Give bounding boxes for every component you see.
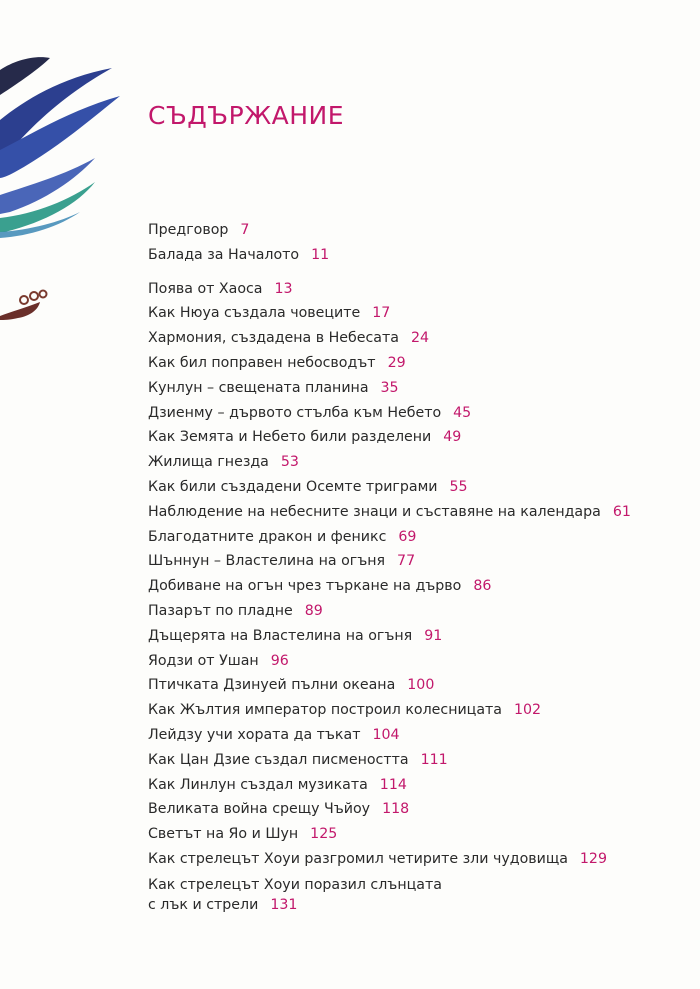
toc-entry-page: 24 (410, 330, 430, 347)
toc-entry[interactable] (148, 574, 678, 599)
toc-entry-page: 89 (304, 602, 323, 619)
toc-entry-page: 102 (514, 702, 542, 719)
toc-entry-page: 17 (372, 305, 391, 322)
toc-entry-page: 86 (473, 578, 492, 595)
toc-entry[interactable] (148, 277, 678, 302)
toc-entry[interactable] (148, 500, 678, 525)
toc-entry-title: Пазарът по пладне (148, 602, 293, 619)
toc-entry-page: 53 (280, 454, 299, 471)
toc-entry-page: 104 (372, 726, 400, 743)
toc-entry-title: Как стрелецът Хоуи разгромил четирите зли чудовища (148, 850, 568, 867)
toc-entry-title-line: с лък и стрели (148, 896, 259, 913)
toc-entry-title: Добиване на огън чрез търкане на дърво (148, 578, 462, 595)
toc-entry-page: 49 (443, 429, 462, 446)
toc-entry-title: Шъннун – Властелина на огъня (148, 553, 386, 570)
toc-entry[interactable] (148, 822, 678, 847)
toc-entry-title: Светът на Яо и Шун (148, 826, 299, 843)
toc-entry-title: Дъщерята на Властелина на огъня (148, 627, 413, 644)
toc-entry-page: 91 (424, 627, 443, 644)
toc-entry[interactable] (148, 624, 678, 649)
toc-entry-page: 29 (387, 354, 406, 371)
toc-entry-title: Кунлун – свещената планина (148, 379, 369, 396)
toc-entry[interactable] (148, 723, 678, 748)
toc-entry-title: Предговор (148, 222, 229, 238)
toc-entry[interactable] (148, 748, 678, 773)
toc-entry[interactable] (148, 797, 678, 822)
toc-entry-title-line: Как стрелецът Хоуи поразил слънцата (148, 876, 442, 893)
toc-entry-page: 7 (240, 222, 250, 238)
toc-entry-page: 96 (270, 652, 289, 669)
toc-entry-title: Как Цан Дзие създал писмеността (148, 751, 409, 768)
toc-entry-page: 129 (579, 850, 607, 867)
toc-entry-page: 13 (274, 280, 293, 297)
toc-entry[interactable] (148, 376, 678, 401)
toc-entry[interactable] (148, 351, 678, 376)
toc-entry[interactable] (148, 847, 678, 872)
toc-entry-title: Как били създадени Осемте триграми (148, 478, 438, 495)
toc-entry-title: Поява от Хаоса (148, 280, 263, 297)
toc-entry-title: Как Нюуа създала човеците (148, 305, 361, 322)
toc-entry-page: 77 (397, 553, 416, 570)
toc-entry[interactable] (148, 549, 678, 574)
toc-entry-title: Балада за Началото (148, 246, 300, 263)
toc-entry[interactable] (148, 326, 678, 351)
toc-entry-page: 45 (453, 404, 472, 421)
toc-entry[interactable] (148, 698, 678, 723)
toc-entry-page: 118 (382, 801, 410, 818)
toc-entry-title: Наблюдение на небесните знаци и съставяне на календара (148, 503, 601, 520)
toc-entry[interactable] (148, 773, 678, 798)
toc-entry-page: 69 (398, 528, 417, 545)
toc-entry-title: Лейдзу учи хората да тъкат (148, 726, 361, 743)
toc-entry-title: Как Жълтия император построил колесницата (148, 702, 502, 719)
toc-entry-page: 35 (380, 379, 399, 396)
toc-entry-page: 61 (612, 503, 631, 520)
toc-entry[interactable] (148, 649, 678, 674)
toc-entry-title: Яодзи от Ушан (148, 652, 259, 669)
toc-entry[interactable] (148, 243, 678, 268)
toc-entry-title: Хармония, създадена в Небесата (148, 330, 399, 347)
table-of-contents (148, 218, 678, 915)
toc-entry-title: Жилища гнезда (148, 454, 269, 471)
toc-entry-page: 131 (270, 896, 298, 913)
toc-entry-page: 11 (311, 246, 330, 263)
toc-entry[interactable] (148, 401, 678, 426)
toc-entry[interactable] (148, 673, 678, 698)
toc-entry[interactable] (148, 218, 678, 243)
toc-entry-page: 125 (310, 826, 338, 843)
toc-entry[interactable] (148, 301, 678, 326)
toc-entry-title: Благодатните дракон и феникс (148, 528, 387, 545)
toc-entry-page: 55 (449, 478, 468, 495)
brushstroke-waves-illustration (0, 0, 140, 340)
toc-entry-title: Птичката Дзинуей пълни океана (148, 677, 396, 694)
toc-entry-page: 111 (420, 751, 448, 768)
toc-entry[interactable] (148, 425, 678, 450)
toc-entry[interactable] (148, 475, 678, 500)
toc-entry-title: Дзиенму – дървото стълба към Небето (148, 404, 442, 421)
toc-entry-title: Как бил поправен небосводът (148, 354, 376, 371)
toc-entry[interactable] (148, 875, 678, 915)
toc-entry[interactable] (148, 525, 678, 550)
page-title: СЪДЪРЖАНИЕ (148, 101, 345, 130)
toc-entry-page: 100 (407, 677, 435, 694)
toc-entry-title: Великата война срещу Чъйоу (148, 801, 371, 818)
toc-entry-title: Как Линлун създал музиката (148, 776, 368, 793)
toc-entry[interactable] (148, 450, 678, 475)
toc-entry[interactable] (148, 599, 678, 624)
toc-entry-page: 114 (379, 776, 407, 793)
toc-entry-title: Как Земята и Небето били разделени (148, 429, 432, 446)
